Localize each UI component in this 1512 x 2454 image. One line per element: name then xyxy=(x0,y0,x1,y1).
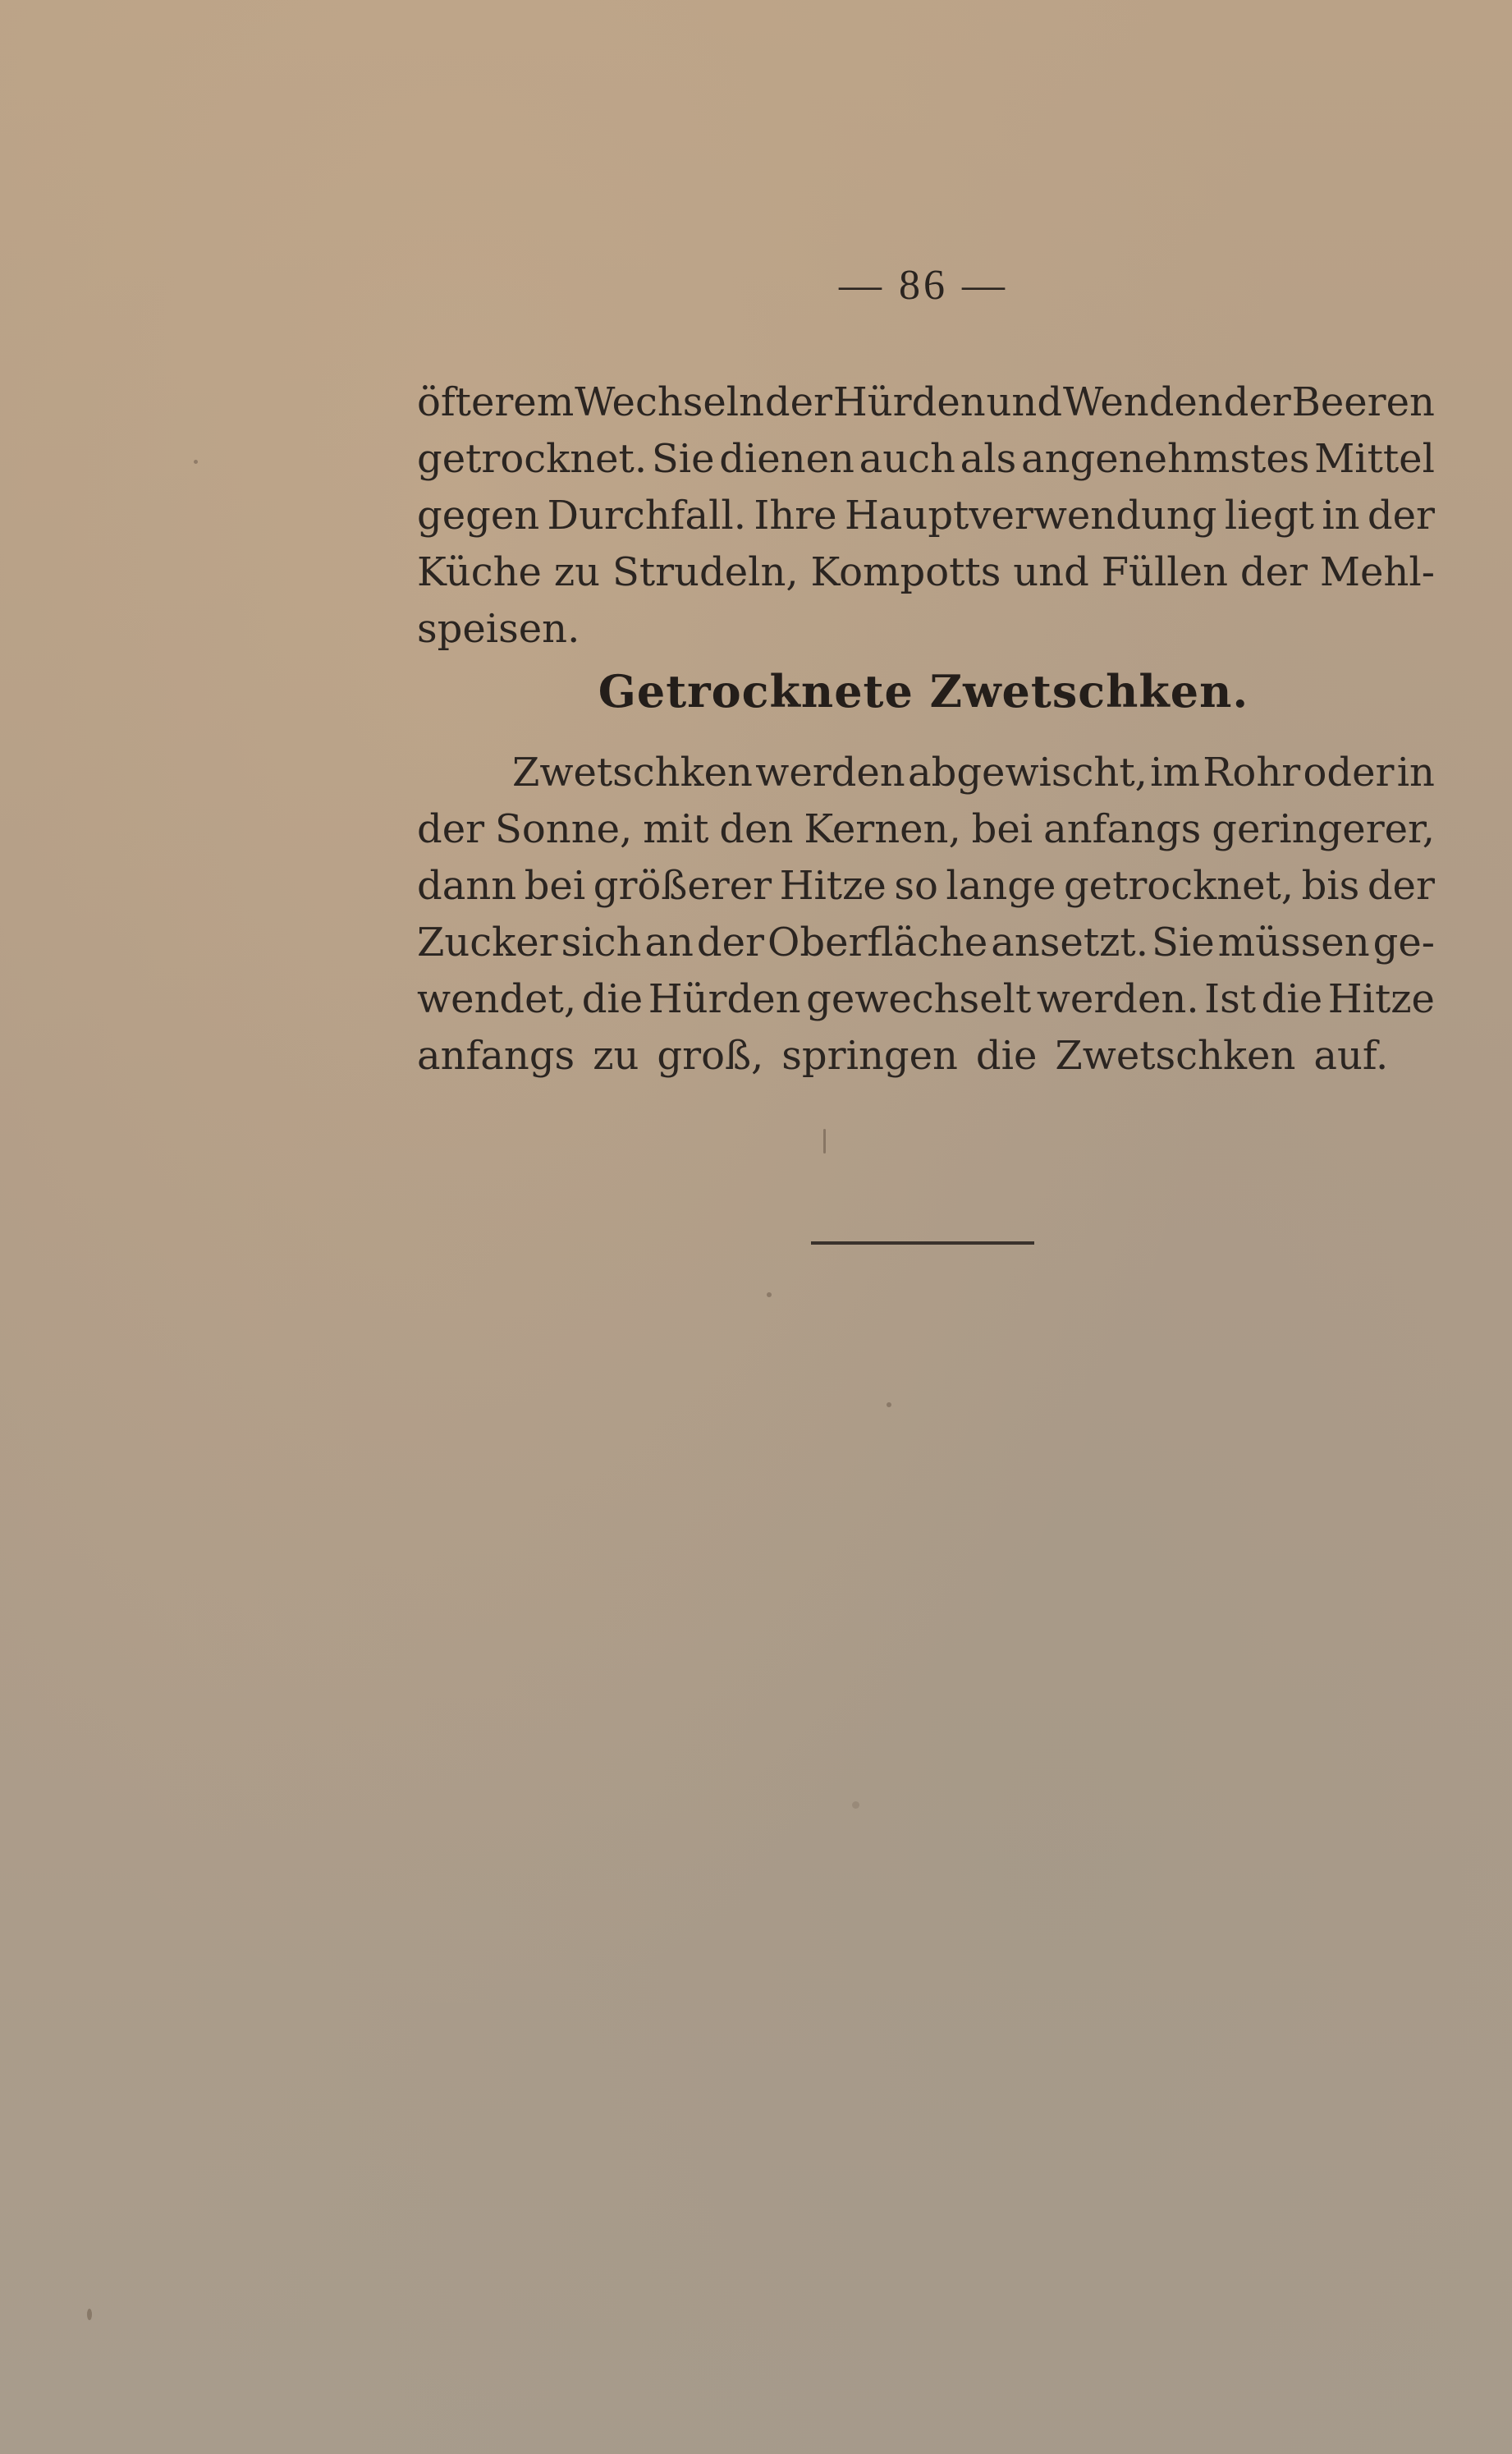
word: Rohr xyxy=(1203,750,1301,796)
word: Oberfläche xyxy=(767,920,988,966)
word: der xyxy=(1367,863,1435,909)
word: Hauptverwendung xyxy=(844,493,1217,539)
word: im xyxy=(1150,750,1201,796)
word: werden. xyxy=(1036,976,1199,1022)
word: Zwetschken xyxy=(512,750,753,796)
text-line xyxy=(417,745,1435,801)
word: Ihre xyxy=(754,493,837,539)
word: Ist xyxy=(1204,976,1257,1022)
word: Kernen, xyxy=(804,806,961,852)
word: auch xyxy=(859,436,955,482)
word: werden xyxy=(755,750,905,796)
word: gewechselt xyxy=(806,976,1032,1022)
paragraph-main xyxy=(417,745,1435,1085)
word: anfangs xyxy=(1043,806,1202,852)
text-line xyxy=(417,374,1435,431)
word: in xyxy=(1322,493,1360,539)
word: Sie xyxy=(651,436,715,482)
word: Hitze xyxy=(779,863,887,909)
word: als xyxy=(960,436,1017,482)
word: Zucker xyxy=(417,920,558,966)
word: Füllen xyxy=(1101,549,1228,595)
text-line xyxy=(417,971,1435,1028)
word: Hitze xyxy=(1327,976,1435,1022)
text-line xyxy=(417,1028,1435,1085)
word: geringerer, xyxy=(1212,806,1435,852)
word: auf. xyxy=(1313,1033,1389,1079)
word: öfterem xyxy=(417,379,575,425)
paper-speck xyxy=(87,2309,92,2320)
word: so xyxy=(894,863,938,909)
word: Zwetschken xyxy=(1055,1033,1296,1079)
word: Beeren xyxy=(1291,379,1435,425)
word: ge- xyxy=(1372,920,1435,966)
word: ansetzt. xyxy=(991,920,1148,966)
word: Hürden xyxy=(648,976,801,1022)
word: bis xyxy=(1301,863,1360,909)
word: gegen xyxy=(417,493,540,539)
text-line: speisen. xyxy=(417,606,580,652)
word: Hürden xyxy=(832,379,986,425)
word: und xyxy=(986,379,1063,425)
word: sich xyxy=(561,920,642,966)
word: bei xyxy=(524,863,586,909)
word: springen xyxy=(781,1033,958,1079)
word: an xyxy=(644,920,694,966)
word: den xyxy=(719,806,794,852)
paper-speck xyxy=(852,1801,859,1809)
word: Kompotts xyxy=(810,549,1001,595)
word: der xyxy=(696,920,764,966)
word: Wechseln xyxy=(575,379,765,425)
word: Sie xyxy=(1151,920,1215,966)
word: größerer xyxy=(593,863,772,909)
paper-speck xyxy=(767,1292,772,1297)
word: mit xyxy=(643,806,709,852)
text-line xyxy=(417,915,1435,971)
word: Sonne, xyxy=(495,806,633,852)
word: oder xyxy=(1303,750,1395,796)
word: der xyxy=(764,379,832,425)
text-line xyxy=(417,488,1435,544)
word: die xyxy=(1261,976,1323,1022)
word: die xyxy=(975,1033,1038,1079)
word: der xyxy=(1239,549,1308,595)
word: getrocknet. xyxy=(417,436,648,482)
word: der xyxy=(1367,493,1435,539)
word: zu xyxy=(553,549,601,595)
word: müssen xyxy=(1217,920,1370,966)
word: Strudeln, xyxy=(612,549,799,595)
word: abgewischt, xyxy=(907,750,1148,796)
word: lange xyxy=(946,863,1056,909)
word: Mittel xyxy=(1314,436,1435,482)
word: Mehl- xyxy=(1319,549,1435,595)
end-rule xyxy=(811,1241,1034,1245)
word: angenehmstes xyxy=(1021,436,1310,482)
word: groß, xyxy=(657,1033,764,1079)
word: getrocknet, xyxy=(1063,863,1294,909)
text-line xyxy=(417,431,1435,488)
word: Wenden xyxy=(1062,379,1223,425)
text-line xyxy=(417,544,1435,601)
page-number: — 86 — xyxy=(839,262,1008,309)
word: Durchfall. xyxy=(547,493,747,539)
word: die xyxy=(581,976,644,1022)
paper-speck xyxy=(823,1129,826,1154)
word: der xyxy=(1223,379,1291,425)
word: Küche xyxy=(417,549,542,595)
paper-speck xyxy=(194,460,198,464)
paper-speck xyxy=(887,1402,891,1407)
word: in xyxy=(1396,750,1435,796)
word: anfangs xyxy=(417,1033,575,1079)
text-line xyxy=(417,801,1435,858)
section-heading: Getrocknete Zwetschken. xyxy=(598,665,1249,718)
word: dienen xyxy=(719,436,855,482)
word: liegt xyxy=(1224,493,1314,539)
word: und xyxy=(1013,549,1089,595)
paragraph-continued xyxy=(417,374,1435,658)
word: dann xyxy=(417,863,517,909)
text-line xyxy=(417,858,1435,915)
word: bei xyxy=(971,806,1033,852)
word: zu xyxy=(593,1033,639,1079)
word: wendet, xyxy=(417,976,577,1022)
word: der xyxy=(417,806,485,852)
